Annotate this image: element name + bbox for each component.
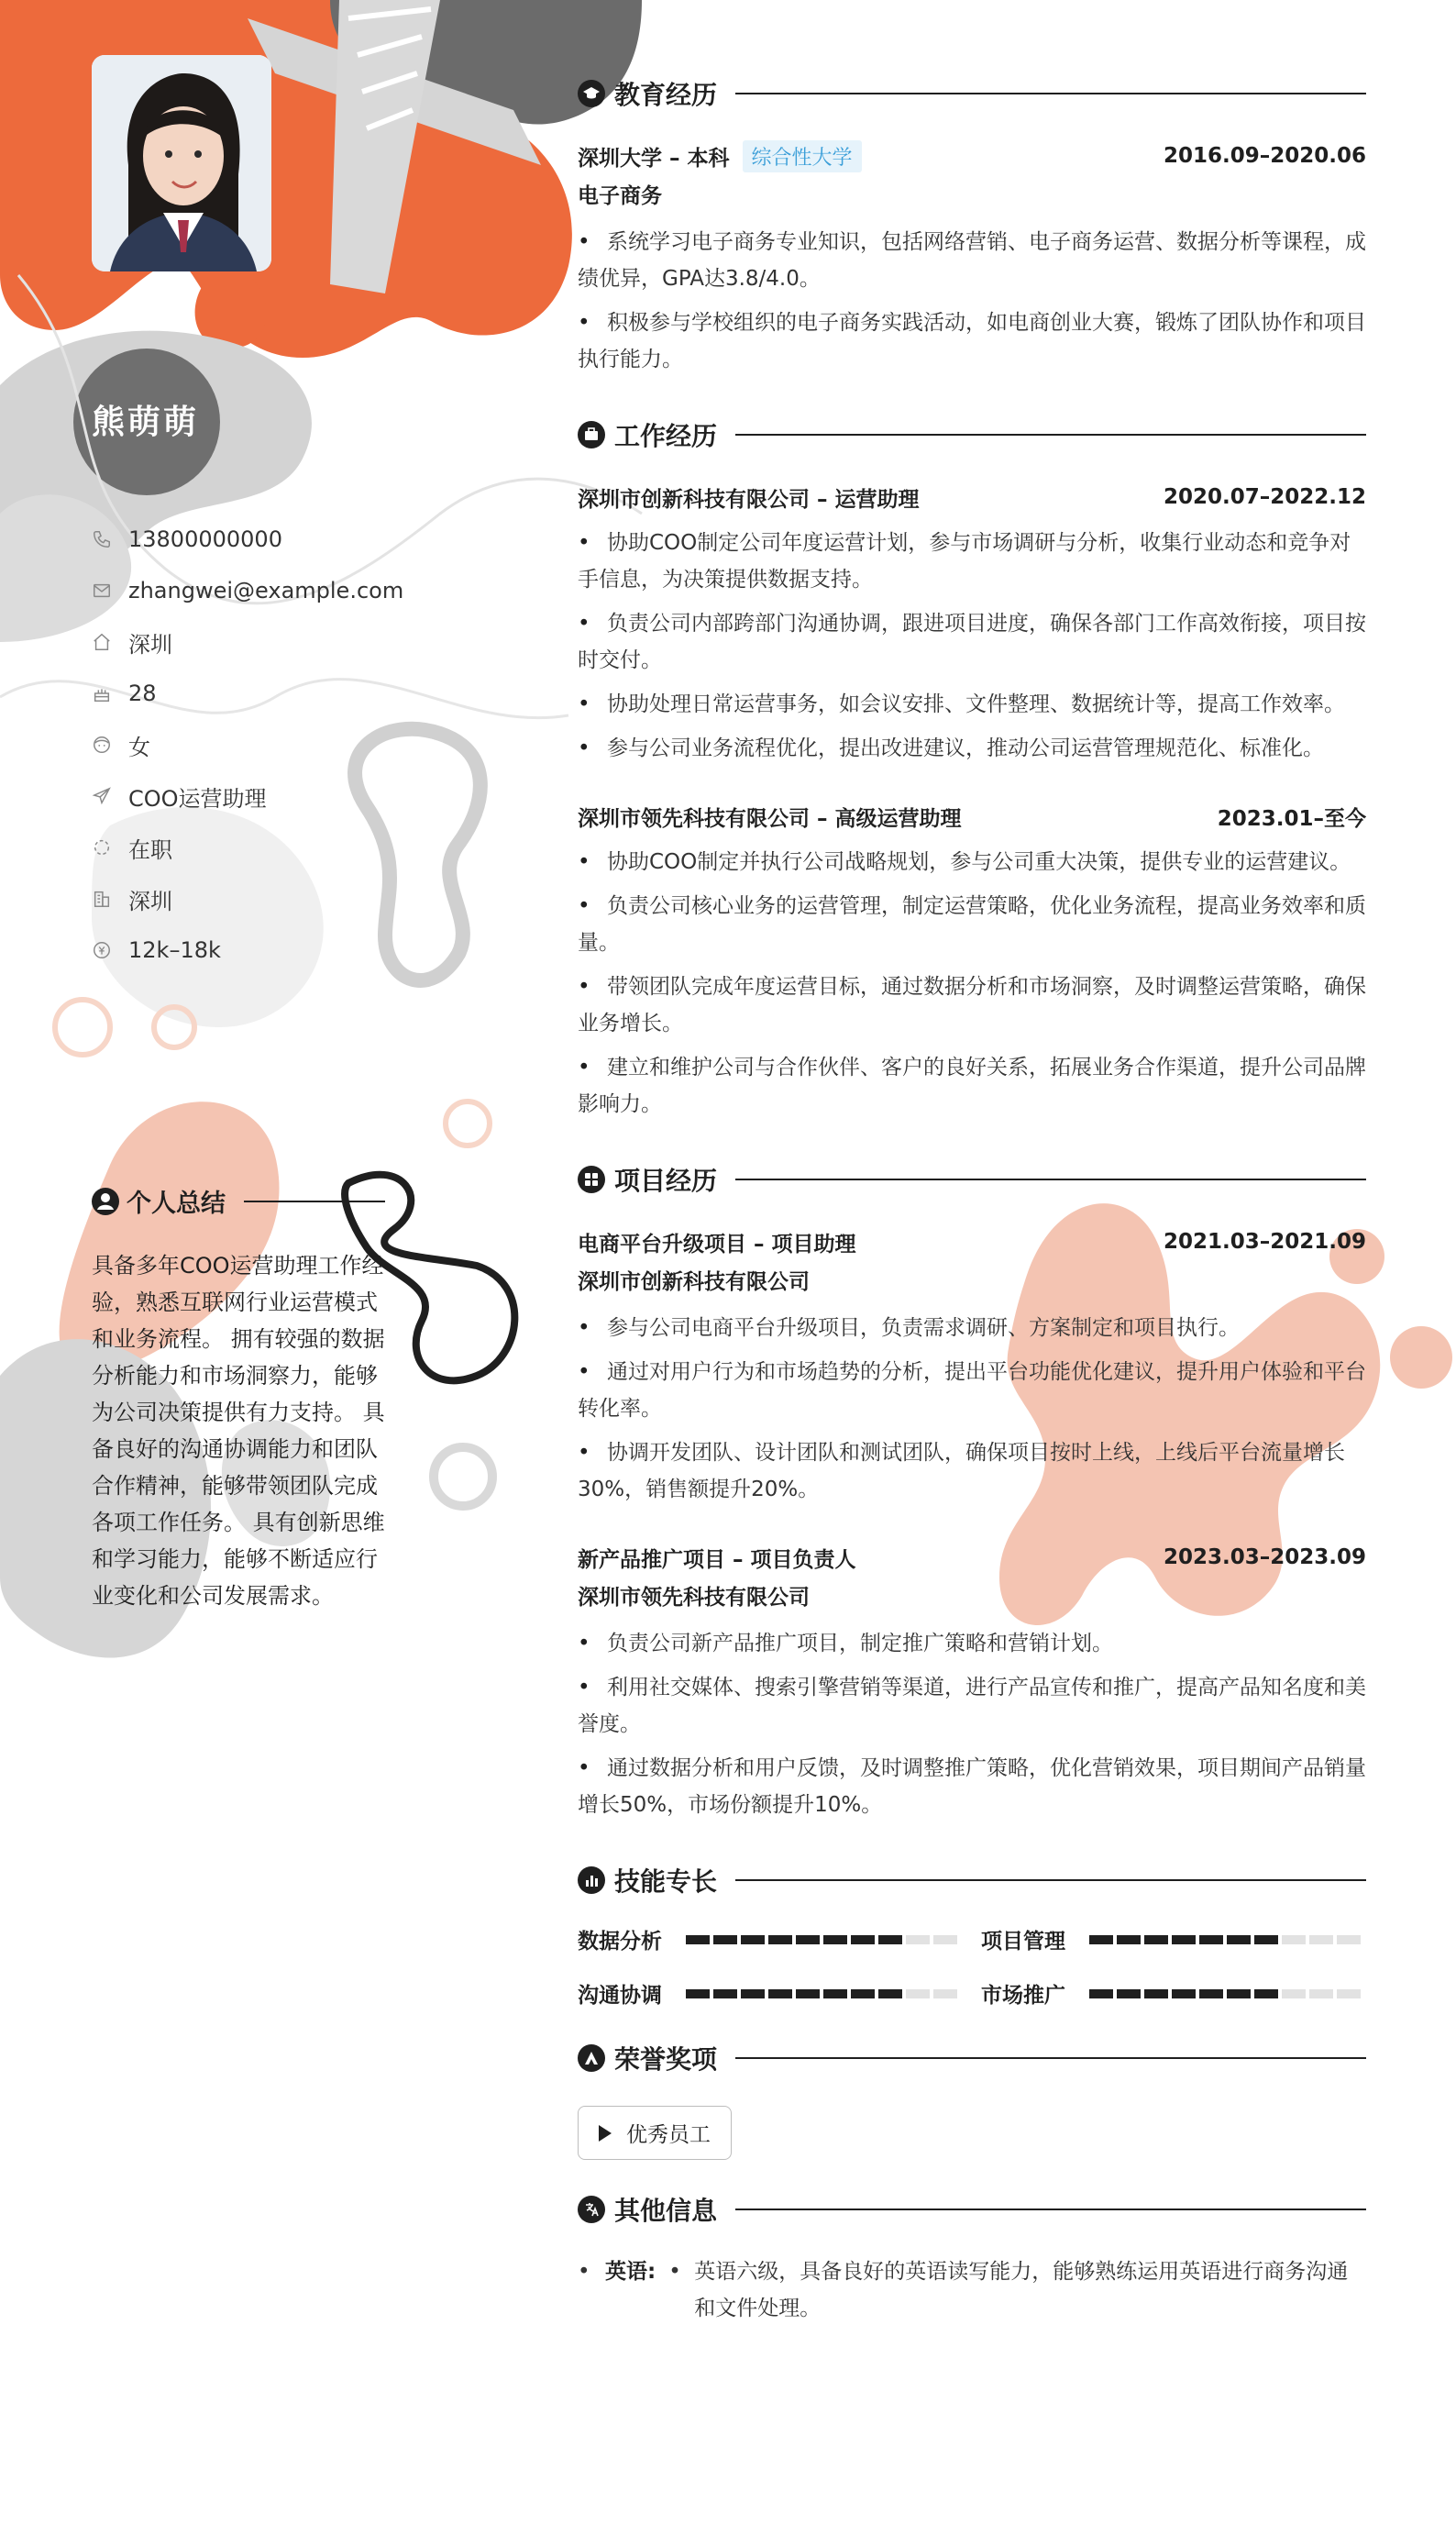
work-item-heading: 深圳市领先科技有限公司 – 高级运营助理 — [578, 806, 962, 831]
contact-status-value: 在职 — [128, 836, 172, 863]
skill-segment — [851, 1935, 875, 1944]
skill-segment — [906, 1989, 930, 1998]
skill-item — [981, 1924, 1366, 1954]
skill-segment — [1172, 1935, 1196, 1944]
awards-header — [578, 2038, 1366, 2078]
peach-dot-shape — [1390, 1326, 1452, 1389]
award-label: 优秀员工 — [626, 2123, 711, 2147]
list-item: • 系统学习电子商务专业知识，包括网络营销、电子商务运营、数据分析等课程，成绩优异，GPA达3.8/4.0。 — [578, 224, 1366, 297]
work-item-period: 2020.07–2022.12 — [1163, 485, 1366, 509]
work-item-header — [578, 479, 1366, 515]
gender-icon — [92, 735, 112, 755]
other-value: 英语六级，具备良好的英语读写能力，能够熟练运用英语进行商务沟通和文件处理。 — [694, 2260, 1349, 2320]
skill-segment — [933, 1989, 957, 1998]
skill-segment — [1309, 1935, 1333, 1944]
building-icon — [92, 889, 112, 909]
skill-segment — [906, 1935, 930, 1944]
skill-segment — [1144, 1935, 1168, 1944]
projects-header — [578, 1159, 1366, 1200]
project-item-bullets — [578, 1625, 1366, 1823]
skills-grid — [578, 1924, 1366, 2009]
skill-segment — [686, 1935, 710, 1944]
contact-phone — [92, 514, 458, 565]
briefcase-icon — [578, 421, 605, 448]
skill-item — [578, 1978, 981, 2009]
skill-segment — [1199, 1935, 1223, 1944]
skill-segment — [713, 1935, 737, 1944]
skill-segment — [1227, 1935, 1251, 1944]
summary-divider — [244, 1201, 385, 1202]
list-item: • 带领团队完成年度运营目标，通过数据分析和市场洞察，及时调整运营策略，确保业务增长。 — [578, 969, 1366, 1042]
contact-city — [92, 873, 458, 924]
list-item: • 协助处理日常运营事务，如会议安排、文件整理、数据统计等，提高工作效率。 — [578, 686, 1366, 723]
award-badge — [578, 2106, 732, 2160]
skill-segment — [933, 1935, 957, 1944]
phone-icon — [92, 529, 112, 549]
education-divider — [735, 93, 1366, 94]
work-title: 工作经历 — [614, 421, 718, 451]
awards-divider — [735, 2057, 1366, 2059]
skill-segment — [1309, 1989, 1333, 1998]
project-item-bullets — [578, 1310, 1366, 1508]
ring-shape — [446, 1101, 490, 1146]
skill-segment — [1144, 1989, 1168, 1998]
home-icon — [92, 632, 112, 652]
candidate-name: 熊萌萌 — [92, 404, 200, 441]
projects-title: 项目经历 — [614, 1166, 718, 1196]
skill-bar — [1089, 1935, 1361, 1944]
contact-gender-value: 女 — [128, 734, 150, 760]
skill-segment — [878, 1935, 902, 1944]
list-item: • 协助COO制定公司年度运营计划，参与市场调研与分析，收集行业动态和竞争对手信息，为决策提供数据支持。 — [578, 525, 1366, 598]
list-item: • 通过数据分析和用户反馈，及时调整推广策略，优化营销效果，项目期间产品销量增长50%，市场份额提升10%。 — [578, 1750, 1366, 1823]
profile-photo — [92, 55, 271, 271]
cake-icon — [92, 683, 112, 703]
ring-shape — [434, 1447, 492, 1506]
grid-icon — [578, 1166, 605, 1193]
contact-home — [92, 616, 458, 668]
project-item-company: 深圳市创新科技有限公司 — [578, 1270, 810, 1294]
project-item-heading: 新产品推广项目 – 项目负责人 — [578, 1547, 856, 1572]
skill-segment — [1337, 1935, 1361, 1944]
ring-shape — [55, 1000, 110, 1055]
contact-city-value: 深圳 — [128, 888, 172, 914]
project-item-header — [578, 1539, 1366, 1576]
project-item-period: 2021.03–2021.09 — [1163, 1230, 1366, 1254]
contact-age — [92, 668, 458, 719]
other-title: 其他信息 — [614, 2196, 718, 2226]
project-item-header — [578, 1223, 1366, 1260]
skill-bar — [686, 1935, 957, 1944]
projects-divider — [735, 1179, 1366, 1180]
list-item: • 参与公司电商平台升级项目，负责需求调研、方案制定和项目执行。 — [578, 1310, 1366, 1346]
bar-chart-icon — [578, 1866, 605, 1894]
skill-segment — [1337, 1989, 1361, 1998]
contact-home-value: 深圳 — [128, 631, 172, 658]
skill-segment — [741, 1935, 765, 1944]
other-divider — [735, 2208, 1366, 2210]
list-item: • 积极参与学校组织的电子商务实践活动，如电商创业大赛，锻炼了团队协作和项目执行能力。 — [578, 304, 1366, 378]
skill-label: 市场推广 — [981, 1984, 1065, 2008]
skill-label: 沟通协调 — [578, 1984, 662, 2008]
skill-segment — [1282, 1989, 1306, 1998]
skill-segment — [713, 1989, 737, 1998]
skill-bar — [686, 1989, 957, 1998]
play-icon — [599, 2125, 612, 2142]
contact-salary-value: 12k–18k — [128, 937, 221, 963]
list-item: • 建立和维护公司与合作伙伴、客户的良好关系，拓展业务合作渠道，提升公司品牌影响力。 — [578, 1049, 1366, 1123]
list-item: • 负责公司新产品推广项目，制定推广策略和营销计划。 — [578, 1625, 1366, 1662]
contact-status — [92, 822, 458, 873]
mail-icon — [92, 581, 112, 601]
skills-header — [578, 1860, 1366, 1900]
skill-segment — [878, 1989, 902, 1998]
skills-title: 技能专长 — [614, 1866, 718, 1897]
education-header — [578, 73, 1366, 114]
skill-label: 项目管理 — [981, 1930, 1065, 1954]
graduation-cap-icon — [578, 80, 605, 107]
main-column — [578, 73, 1366, 2327]
skill-segment — [796, 1989, 820, 1998]
skill-segment — [686, 1989, 710, 1998]
work-divider — [735, 434, 1366, 436]
education-item-header — [578, 138, 1366, 174]
skills-divider — [735, 1879, 1366, 1881]
skill-segment — [768, 1989, 792, 1998]
skill-segment — [1254, 1989, 1278, 1998]
contact-phone-value: 13800000000 — [128, 526, 282, 552]
contact-position-value: COO运营助理 — [128, 785, 267, 812]
skill-segment — [1089, 1989, 1113, 1998]
project-item-period: 2023.03–2023.09 — [1163, 1545, 1366, 1569]
list-item: • 利用社交媒体、搜索引擎营销等渠道，进行产品宣传和推广，提高产品知名度和美誉度。 — [578, 1669, 1366, 1743]
summary-text: 具备多年COO运营助理工作经验，熟悉互联网行业运营模式和业务流程。 拥有较强的数据分析能力和市场洞察力，能够为公司决策提供有力支持。 具备良好的沟通协调能力和团队合作精神，能够带领团队完成各项工作任务。 具有创新思维和学习能力，能够不断适应行业变化和公司发展需求。 — [92, 1253, 385, 1609]
salary-icon — [92, 940, 112, 960]
list-item: • 协助COO制定并执行公司战略规划，参与公司重大决策，提供专业的运营建议。 — [578, 844, 1366, 880]
skill-item — [578, 1924, 981, 1954]
skill-bar — [1089, 1989, 1361, 1998]
other-item — [578, 2253, 1366, 2327]
skill-segment — [1227, 1989, 1251, 1998]
skill-segment — [1089, 1935, 1113, 1944]
skill-segment — [1282, 1935, 1306, 1944]
contact-salary — [92, 924, 458, 976]
contact-email-value: zhangwei@example.com — [128, 578, 404, 603]
bullet-dot: • — [578, 2260, 590, 2284]
list-item: • 负责公司核心业务的运营管理，制定运营策略，优化业务流程，提高业务效率和质量。 — [578, 888, 1366, 961]
awards-title: 荣誉奖项 — [614, 2044, 718, 2075]
work-header — [578, 415, 1366, 455]
other-value-bullet: • — [668, 2260, 681, 2284]
skill-segment — [741, 1989, 765, 1998]
translate-icon — [578, 2196, 605, 2223]
contact-email — [92, 565, 458, 616]
education-title: 教育经历 — [614, 80, 718, 110]
skill-segment — [1254, 1935, 1278, 1944]
summary-header — [92, 1183, 385, 1219]
work-item-header — [578, 798, 1366, 835]
list-item: • 负责公司内部跨部门沟通协调，跟进项目进度，确保各部门工作高效衔接，项目按时交付。 — [578, 605, 1366, 679]
skill-segment — [1172, 1989, 1196, 1998]
education-bullets — [578, 224, 1366, 378]
skill-segment — [1199, 1989, 1223, 1998]
education-period: 2016.09–2020.06 — [1163, 144, 1366, 168]
paper-plane-icon — [92, 786, 112, 806]
work-item-bullets — [578, 844, 1366, 1123]
education-school: 深圳大学 – 本科 — [578, 146, 730, 171]
work-item-period: 2023.01–至今 — [1217, 806, 1366, 831]
education-tag: 综合性大学 — [743, 140, 862, 172]
other-label: 英语: — [605, 2260, 656, 2284]
work-item-heading: 深圳市创新科技有限公司 – 运营助理 — [578, 487, 920, 512]
list-item: • 通过对用户行为和市场趋势的分析，提出平台功能优化建议，提升用户体验和平台转化率。 — [578, 1354, 1366, 1427]
summary-title: 个人总结 — [127, 1190, 226, 1218]
skill-segment — [823, 1935, 847, 1944]
education-major: 电子商务 — [578, 184, 662, 208]
skill-segment — [796, 1935, 820, 1944]
skill-item — [981, 1978, 1366, 2009]
project-item-company: 深圳市领先科技有限公司 — [578, 1586, 810, 1610]
skill-label: 数据分析 — [578, 1930, 662, 1954]
contact-age-value: 28 — [128, 681, 157, 706]
work-item-bullets — [578, 525, 1366, 767]
list-item: • 协调开发团队、设计团队和测试团队，确保项目按时上线，上线后平台流量增长30%，销售额提升20%。 — [578, 1434, 1366, 1508]
skill-segment — [823, 1989, 847, 1998]
skill-segment — [1117, 1935, 1141, 1944]
status-icon — [92, 837, 112, 858]
other-header — [578, 2189, 1366, 2230]
skill-segment — [1117, 1989, 1141, 1998]
contact-gender — [92, 719, 458, 770]
list-item: • 参与公司业务流程优化，提出改进建议，推动公司运营管理规范化、标准化。 — [578, 730, 1366, 767]
skill-segment — [768, 1935, 792, 1944]
award-icon — [578, 2044, 605, 2072]
skill-segment — [851, 1989, 875, 1998]
contact-list — [92, 514, 458, 976]
project-item-heading: 电商平台升级项目 – 项目助理 — [578, 1232, 856, 1256]
user-icon — [92, 1188, 119, 1215]
contact-position — [92, 770, 458, 822]
